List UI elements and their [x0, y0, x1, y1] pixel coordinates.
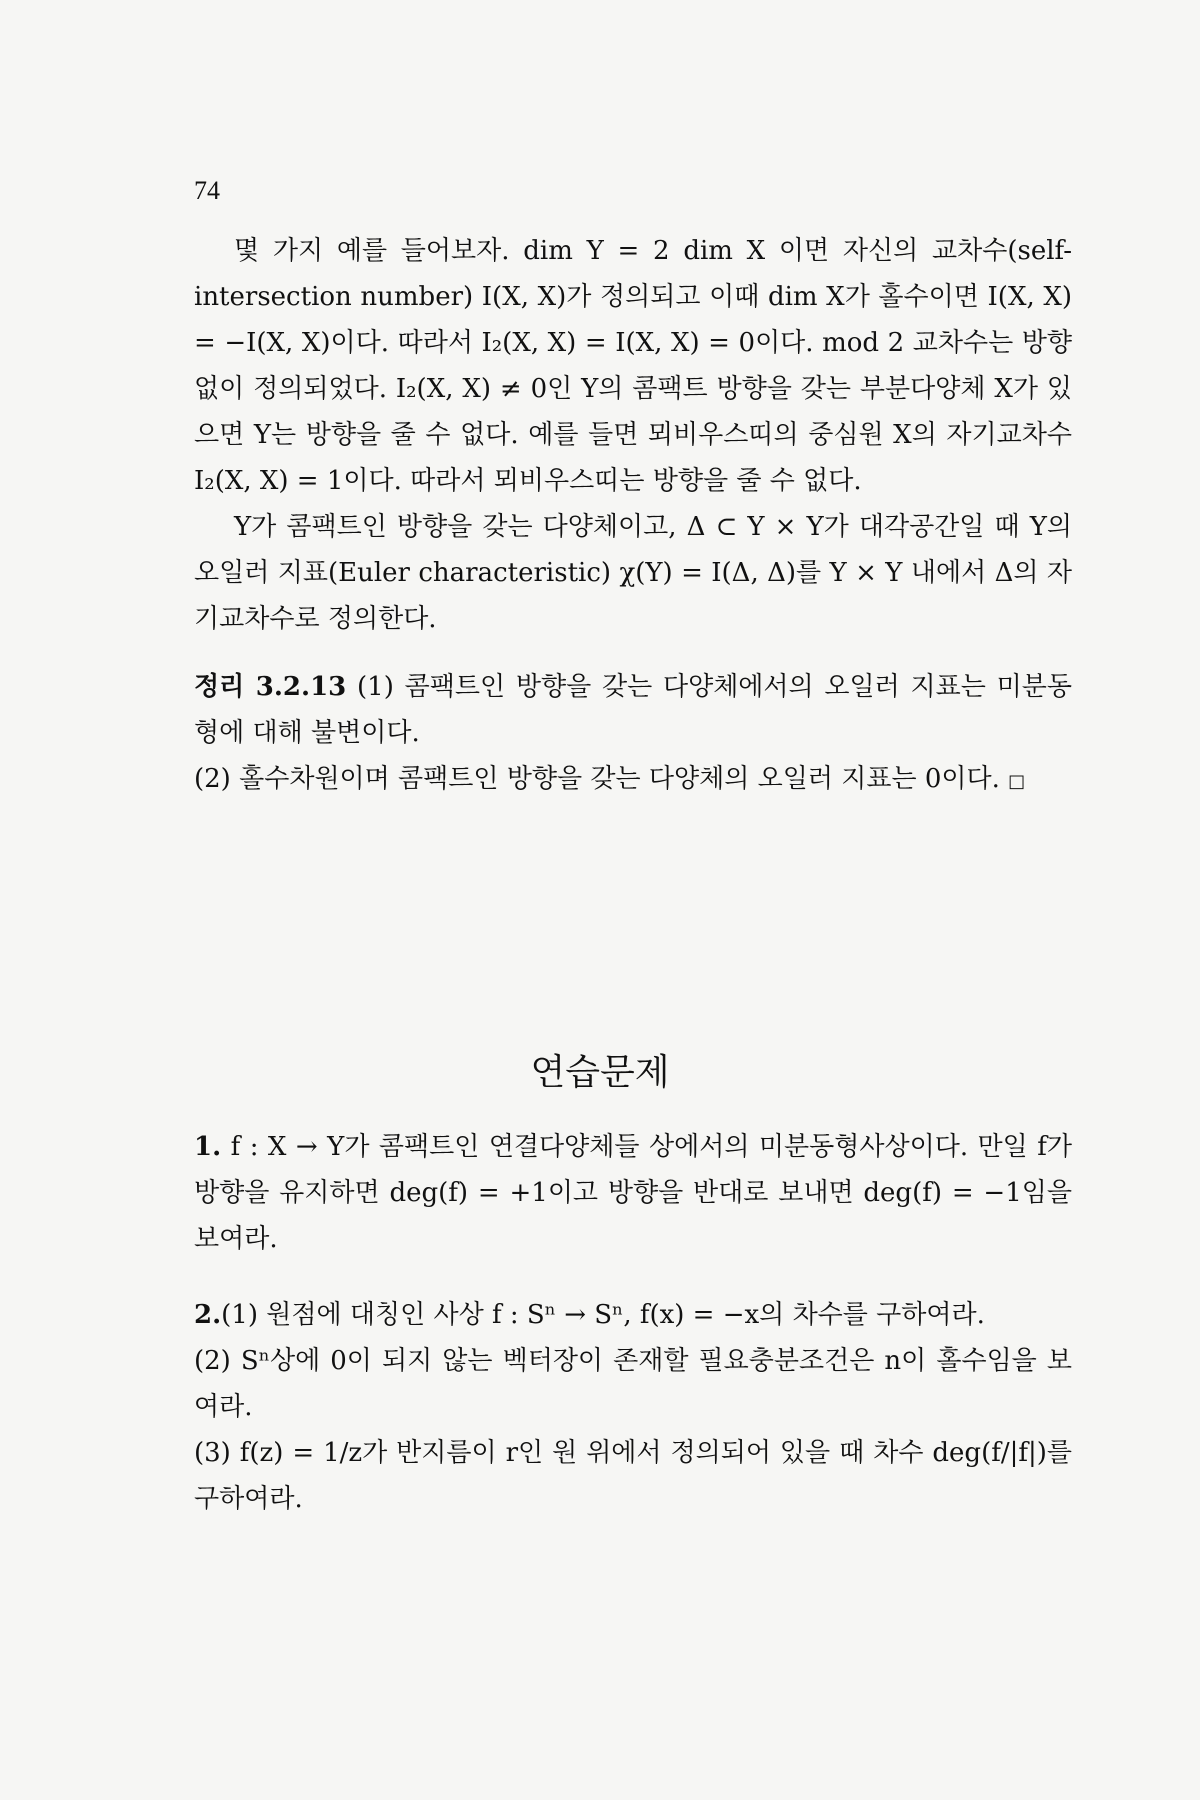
theorem-part-2-text: (2) 홀수차원이며 콤팩트인 방향을 갖는 다양체의 오일러 지표는 0이다. [194, 764, 1000, 794]
theorem-part-1 [194, 664, 1072, 756]
theorem-label: 정리 3.2.13 [194, 672, 347, 702]
exercise-2-part-3: (3) f(z) = 1/z가 반지름이 r인 원 위에서 정의되어 있을 때 차수 deg(f/|f|)를 구하여라. [194, 1438, 1072, 1514]
paragraph-self-intersection: 몇 가지 예를 들어보자. dim Y = 2 dim X 이면 자신의 교차수(self-intersection number) I(X, X)가 정의되고 이때 dim X가 홀수이면 I(X, X) = −I(X, X)이다. 따라서 I₂(X, X) = I(X, X) = 0이다. mod 2 교차수는 방향없이 정의되었다. I₂(X, X) ≠ 0인 Y의 콤팩트 방향을 갖는 부분다양체 X가 있으면 Y는 방향을 줄 수 없다. 예를 들면 뫼비우스띠의 중심원 X의 자기교차수 I₂(X, X) = 1이다. 따라서 뫼비우스띠는 방향을 줄 수 없다. [194, 236, 1072, 496]
exercise-2-label: 2. [194, 1300, 222, 1330]
theorem-part-2 [194, 756, 1072, 805]
theorem-part-1-text: (1) 콤팩트인 방향을 갖는 다양체에서의 오일러 지표는 미분동형에 대해 불변이다. [194, 672, 1072, 748]
exercise-1-label: 1. [194, 1132, 222, 1162]
exercise-1-body: f : X → Y가 콤팩트인 연결다양체들 상에서의 미분동형사상이다. 만일 f가 방향을 유지하면 deg(f) = +1이고 방향을 반대로 보내면 deg(f) = −1임을 보여라. [194, 1132, 1072, 1254]
exercise-2-part-2: (2) Sⁿ상에 0이 되지 않는 벡터장이 존재할 필요충분조건은 n이 홀수임을 보여라. [194, 1346, 1072, 1422]
theorem-block [194, 664, 1072, 805]
page-number: 74 [194, 176, 220, 205]
qed-symbol: □ [1008, 771, 1026, 792]
exercise-2-part-1 [194, 1292, 1072, 1338]
paragraph-euler-characteristic: Y가 콤팩트인 방향을 갖는 다양체이고, Δ ⊂ Y × Y가 대각공간일 때 Y의 오일러 지표(Euler characteristic) χ(Y) = I(Δ, Δ)를 Y × Y 내에서 Δ의 자기교차수로 정의한다. [194, 512, 1072, 634]
body-text [194, 228, 1072, 642]
exercise-1 [194, 1124, 1072, 1262]
exercise-list [194, 1124, 1072, 1552]
section-title: 연습문제 [530, 1051, 670, 1093]
exercise-1-text [194, 1124, 1072, 1262]
exercise-2-part-1-text: (1) 원점에 대칭인 사상 f : Sⁿ → Sⁿ, f(x) = −x의 차수를 구하여라. [221, 1300, 985, 1330]
exercise-2 [194, 1292, 1072, 1522]
